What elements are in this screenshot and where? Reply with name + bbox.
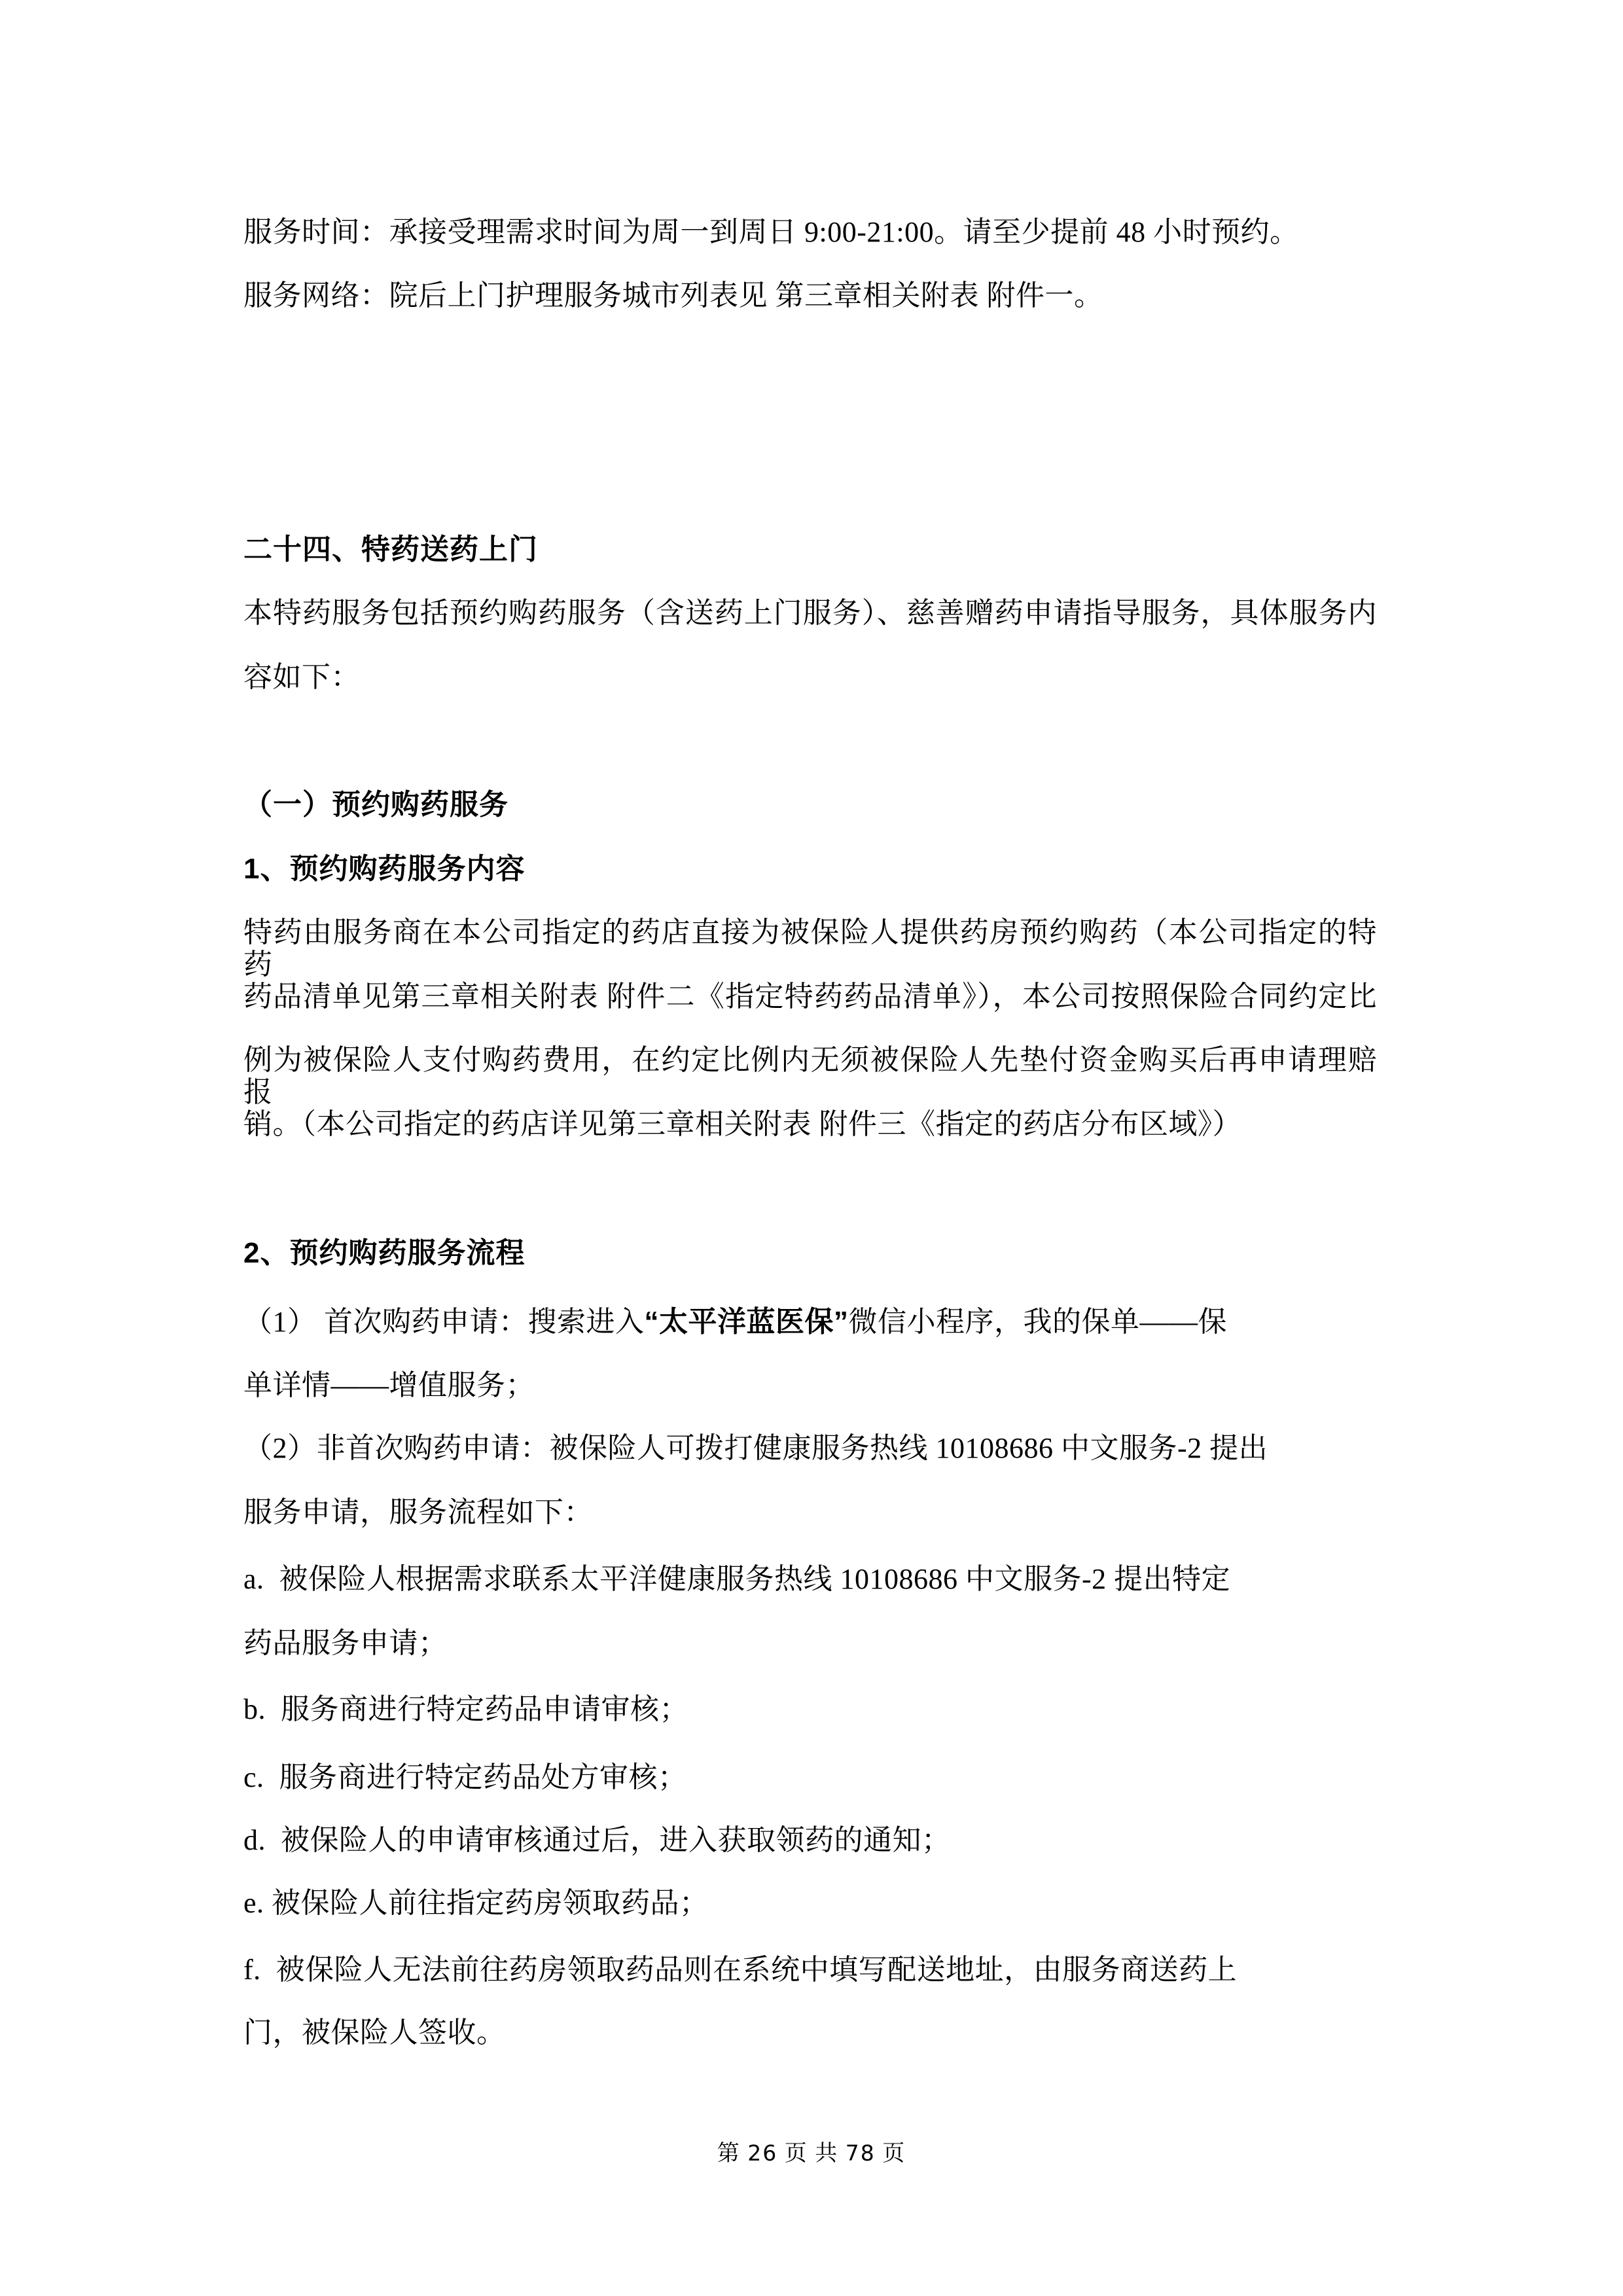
- heading-section-24: 二十四、特药送药上门: [243, 533, 538, 565]
- footer-prefix: 第: [717, 2142, 741, 2166]
- footer-middle: 页 共: [784, 2142, 839, 2166]
- footer-page-number: 26: [747, 2140, 778, 2166]
- heading-item-2-process: 2、预约购药服务流程: [243, 1237, 526, 1269]
- step-b: b. 服务商进行特定药品申请审核；: [243, 1693, 688, 1725]
- first-apply-prefix: （1） 首次购药申请：搜索进入: [243, 1306, 645, 1338]
- para-repeat-apply-line1: （2）非首次购药申请：被保险人可拨打健康服务热线 10108686 中文服务-2 提出: [243, 1432, 1268, 1464]
- step-c: c. 服务商进行特定药品处方审核；: [243, 1761, 687, 1793]
- footer-suffix: 页: [882, 2142, 906, 2166]
- step-a-line1: a. 被保险人根据需求联系太平洋健康服务热线 10108686 中文服务-2 提出特定: [243, 1563, 1231, 1595]
- para-first-apply-line1: [243, 1306, 1377, 1338]
- step-a-line2: 药品服务申请；: [243, 1627, 448, 1659]
- para-booking-line1: 特药由服务商在本公司指定的药店直接为被保险人提供药房预约购药（本公司指定的特药: [243, 916, 1377, 981]
- footer-total-pages: 78: [845, 2140, 876, 2166]
- para-booking-line4: 销。（本公司指定的药店详见第三章相关附表 附件三《指定的药店分布区域》）: [243, 1108, 1241, 1140]
- brand-name-bold: “太平洋蓝医保”: [644, 1306, 849, 1338]
- page-footer: [0, 2135, 1623, 2167]
- step-d: d. 被保险人的申请审核通过后，进入获取领药的通知；: [243, 1824, 951, 1856]
- line-service-time: 服务时间：承接受理需求时间为周一到周日 9:00-21:00。请至少提前 48 小时预约。: [243, 216, 1299, 248]
- para-repeat-apply-line2: 服务申请，服务流程如下：: [243, 1496, 593, 1528]
- para-intro-line1: 本特药服务包括预约购药服务（含送药上门服务）、慈善赠药申请指导服务，具体服务内: [243, 597, 1377, 629]
- para-first-apply-line2: 单详情——增值服务；: [243, 1369, 535, 1401]
- heading-item-1-content: 1、预约购药服务内容: [243, 853, 526, 885]
- step-f-line2: 门，被保险人签收。: [243, 2017, 506, 2049]
- para-intro-line2: 容如下：: [243, 661, 360, 693]
- line-service-network: 服务网络：院后上门护理服务城市列表见 第三章相关附表 附件一。: [243, 279, 1103, 312]
- para-booking-line3: 例为被保险人支付购药费用，在约定比例内无须被保险人先垫付资金购买后再申请理赔报: [243, 1044, 1377, 1109]
- step-f-line1: f. 被保险人无法前往药房领取药品则在系统中填写配送地址，由服务商送药上: [243, 1954, 1238, 1986]
- step-e: e. 被保险人前往指定药房领取药品；: [243, 1887, 709, 1919]
- para-booking-line2: 药品清单见第三章相关附表 附件二《指定特药药品清单》），本公司按照保险合同约定比: [243, 980, 1377, 1013]
- first-apply-suffix: 微信小程序，我的保单——保: [848, 1306, 1227, 1338]
- heading-subsection-1: （一）预约购药服务: [243, 789, 508, 821]
